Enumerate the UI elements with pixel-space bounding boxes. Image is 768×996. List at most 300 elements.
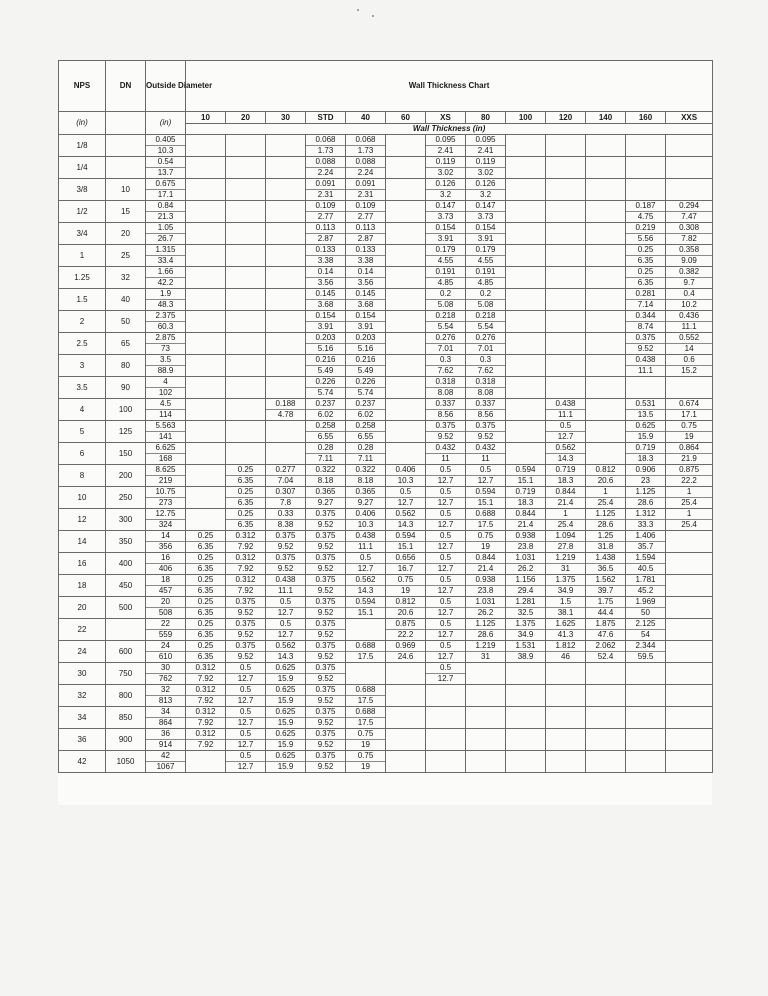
thickness-inch-value: 0.068 bbox=[346, 135, 385, 146]
dn-cell: 32 bbox=[106, 267, 146, 289]
thickness-cell bbox=[466, 311, 506, 333]
thickness-inch-value: 0.594 bbox=[346, 597, 385, 608]
dn-unit-empty bbox=[106, 112, 146, 135]
thickness-mm-value: 17.5 bbox=[357, 718, 374, 727]
thickness-mm-value: 28.6 bbox=[597, 520, 614, 529]
thickness-cell bbox=[266, 663, 306, 685]
thickness-cell bbox=[626, 509, 666, 531]
thickness-cell bbox=[226, 179, 266, 201]
thickness-cell bbox=[226, 685, 266, 707]
thickness-mm-value: 6.35 bbox=[197, 608, 214, 617]
thickness-mm-value: 7.92 bbox=[197, 718, 214, 727]
thickness-inch-value: 0.438 bbox=[266, 575, 305, 586]
thickness-inch-value: 0.188 bbox=[266, 399, 305, 410]
thickness-cell bbox=[506, 289, 546, 311]
thickness-mm-value: 7.92 bbox=[197, 740, 214, 749]
thickness-cell bbox=[466, 729, 506, 751]
thickness-mm-value: 12.7 bbox=[437, 630, 454, 639]
thickness-mm-value: 3.73 bbox=[477, 212, 494, 221]
thickness-cell bbox=[226, 333, 266, 355]
thickness-mm-value: 9.52 bbox=[237, 652, 254, 661]
thickness-mm-value: 45.2 bbox=[637, 586, 654, 595]
thickness-mm-value: 34.9 bbox=[557, 586, 574, 595]
od-cell bbox=[146, 355, 186, 377]
thickness-inch-value: 1.562 bbox=[586, 575, 625, 586]
thickness-mm-value: 38.9 bbox=[517, 652, 534, 661]
table-row bbox=[59, 597, 713, 619]
thickness-cell bbox=[506, 179, 546, 201]
thickness-mm-value: 9.52 bbox=[317, 586, 334, 595]
thickness-mm-value: 14 bbox=[684, 344, 694, 353]
od-mm-value: 10.3 bbox=[157, 146, 174, 155]
thickness-mm-value: 6.35 bbox=[197, 586, 214, 595]
thickness-cell bbox=[386, 399, 426, 421]
thickness-inch-value: 0.068 bbox=[306, 135, 345, 146]
thickness-inch-value: 0.375 bbox=[306, 531, 345, 542]
table-row bbox=[59, 553, 713, 575]
thickness-cell bbox=[586, 575, 626, 597]
thickness-mm-value: 9.52 bbox=[317, 696, 334, 705]
thickness-mm-value: 12.7 bbox=[437, 652, 454, 661]
thickness-cell bbox=[666, 487, 713, 509]
thickness-mm-value: 7.11 bbox=[358, 454, 373, 463]
thickness-inch-value: 0.203 bbox=[346, 333, 385, 344]
thickness-cell bbox=[266, 157, 306, 179]
thickness-mm-value: 6.35 bbox=[237, 520, 254, 529]
thickness-cell bbox=[226, 751, 266, 773]
thickness-cell bbox=[346, 707, 386, 729]
thickness-cell bbox=[266, 553, 306, 575]
thickness-mm-value: 19 bbox=[401, 586, 410, 595]
thickness-inch-value: 1 bbox=[666, 509, 712, 520]
thickness-inch-value: 0.375 bbox=[306, 663, 345, 674]
thickness-cell bbox=[386, 157, 426, 179]
thickness-mm-value: 8.74 bbox=[637, 322, 654, 331]
thickness-cell bbox=[186, 597, 226, 619]
schedule-header-80: 80 bbox=[466, 112, 506, 124]
thickness-cell bbox=[546, 201, 586, 223]
thickness-cell bbox=[346, 421, 386, 443]
od-cell bbox=[146, 245, 186, 267]
thickness-cell bbox=[506, 575, 546, 597]
thickness-inch-value: 1.781 bbox=[626, 575, 665, 586]
thickness-mm-value: 12.7 bbox=[397, 498, 414, 507]
thickness-inch-value: 0.75 bbox=[386, 575, 425, 586]
od-inch-value: 42 bbox=[146, 751, 185, 762]
thickness-cell bbox=[666, 443, 713, 465]
thickness-cell bbox=[186, 465, 226, 487]
thickness-mm-value: 9.52 bbox=[317, 520, 334, 529]
thickness-mm-value: 9.52 bbox=[277, 542, 294, 551]
thickness-inch-value: 2.062 bbox=[586, 641, 625, 652]
thickness-mm-value: 15.9 bbox=[277, 762, 294, 771]
thickness-cell bbox=[346, 509, 386, 531]
thickness-cell bbox=[386, 663, 426, 685]
thickness-mm-value: 19 bbox=[361, 740, 370, 749]
thickness-cell bbox=[386, 179, 426, 201]
nps-cell: 14 bbox=[59, 531, 106, 553]
thickness-mm-value: 2.87 bbox=[317, 234, 334, 243]
table-row bbox=[59, 289, 713, 311]
nps-cell: 5 bbox=[59, 421, 106, 443]
thickness-inch-value: 0.133 bbox=[346, 245, 385, 256]
thickness-mm-value: 12.7 bbox=[437, 498, 454, 507]
thickness-inch-value: 0.375 bbox=[306, 509, 345, 520]
thickness-inch-value: 0.218 bbox=[466, 311, 505, 322]
thickness-cell bbox=[346, 311, 386, 333]
thickness-cell bbox=[226, 597, 266, 619]
thickness-inch-value: 1.125 bbox=[626, 487, 665, 498]
thickness-inch-value: 1.094 bbox=[546, 531, 585, 542]
thickness-cell bbox=[466, 399, 506, 421]
thickness-cell bbox=[186, 289, 226, 311]
thickness-cell bbox=[266, 135, 306, 157]
thickness-cell bbox=[586, 509, 626, 531]
thickness-cell bbox=[626, 157, 666, 179]
thickness-mm-value: 9.52 bbox=[237, 630, 254, 639]
dn-cell: 40 bbox=[106, 289, 146, 311]
thickness-mm-value: 12.7 bbox=[237, 740, 254, 749]
thickness-mm-value: 7.92 bbox=[197, 696, 214, 705]
thickness-mm-value: 7.47 bbox=[681, 212, 697, 221]
thickness-cell bbox=[426, 685, 466, 707]
thickness-mm-value: 1.73 bbox=[357, 146, 374, 155]
od-inch-value: 0.675 bbox=[146, 179, 185, 190]
thickness-inch-value: 0.375 bbox=[306, 751, 345, 762]
thickness-mm-value: 12.7 bbox=[437, 476, 454, 485]
od-inch-value: 1.05 bbox=[146, 223, 185, 234]
thickness-mm-value: 8.38 bbox=[277, 520, 294, 529]
thickness-mm-value: 5.49 bbox=[357, 366, 374, 375]
thickness-cell bbox=[226, 487, 266, 509]
od-mm-value: 13.7 bbox=[157, 168, 174, 177]
thickness-mm-value: 6.35 bbox=[197, 564, 214, 573]
thickness-cell bbox=[546, 619, 586, 641]
thickness-mm-value: 59.5 bbox=[637, 652, 654, 661]
thickness-mm-value: 54 bbox=[641, 630, 650, 639]
thickness-inch-value: 0.179 bbox=[426, 245, 465, 256]
thickness-mm-value: 6.35 bbox=[637, 278, 654, 287]
thickness-inch-value: 0.562 bbox=[386, 509, 425, 520]
thickness-cell bbox=[426, 245, 466, 267]
thickness-cell bbox=[586, 641, 626, 663]
od-cell bbox=[146, 465, 186, 487]
nps-cell: 1.5 bbox=[59, 289, 106, 311]
od-cell bbox=[146, 201, 186, 223]
thickness-inch-value: 0.276 bbox=[426, 333, 465, 344]
thickness-cell bbox=[466, 333, 506, 355]
thickness-inch-value: 0.203 bbox=[306, 333, 345, 344]
thickness-cell bbox=[626, 751, 666, 773]
thickness-cell bbox=[626, 245, 666, 267]
thickness-mm-value: 12.7 bbox=[437, 520, 454, 529]
thickness-inch-value: 1 bbox=[586, 487, 625, 498]
thickness-cell bbox=[266, 641, 306, 663]
thickness-mm-value: 3.2 bbox=[439, 190, 452, 199]
thickness-inch-value: 0.594 bbox=[506, 465, 545, 476]
od-inch-value: 14 bbox=[146, 531, 185, 542]
nps-header: NPS bbox=[59, 61, 106, 112]
thickness-cell bbox=[626, 179, 666, 201]
thickness-inch-value: 0.375 bbox=[306, 597, 345, 608]
thickness-inch-value: 0.312 bbox=[186, 685, 225, 696]
od-cell bbox=[146, 619, 186, 641]
thickness-cell bbox=[546, 289, 586, 311]
thickness-cell bbox=[386, 685, 426, 707]
thickness-inch-value: 0.365 bbox=[306, 487, 345, 498]
thickness-cell bbox=[186, 399, 226, 421]
thickness-cell bbox=[426, 135, 466, 157]
thickness-mm-value: 9.52 bbox=[317, 630, 334, 639]
thickness-cell bbox=[306, 509, 346, 531]
thickness-cell bbox=[306, 289, 346, 311]
thickness-cell bbox=[186, 509, 226, 531]
thickness-inch-value: 0.938 bbox=[506, 531, 545, 542]
thickness-cell bbox=[626, 377, 666, 399]
thickness-inch-value: 0.531 bbox=[626, 399, 665, 410]
thickness-inch-value: 0.5 bbox=[226, 707, 265, 718]
table-row bbox=[59, 509, 713, 531]
thickness-cell bbox=[506, 751, 546, 773]
thickness-mm-value: 12.7 bbox=[437, 564, 454, 573]
thickness-mm-value: 11.1 bbox=[278, 586, 293, 595]
thickness-cell bbox=[466, 135, 506, 157]
thickness-cell bbox=[426, 179, 466, 201]
schedule-header-120: 120 bbox=[546, 112, 586, 124]
thickness-cell bbox=[546, 377, 586, 399]
schedule-header-xxs: XXS bbox=[666, 112, 713, 124]
thickness-cell bbox=[546, 311, 586, 333]
table-row bbox=[59, 421, 713, 443]
od-mm-value: 914 bbox=[158, 740, 173, 749]
od-mm-value: 168 bbox=[158, 454, 173, 463]
od-cell bbox=[146, 575, 186, 597]
thickness-cell bbox=[426, 597, 466, 619]
thickness-mm-value: 44.4 bbox=[597, 608, 614, 617]
thickness-cell bbox=[626, 399, 666, 421]
thickness-mm-value: 9.52 bbox=[317, 652, 334, 661]
thickness-cell bbox=[186, 575, 226, 597]
thickness-inch-value: 0.119 bbox=[426, 157, 465, 168]
thickness-cell bbox=[266, 421, 306, 443]
nps-cell: 34 bbox=[59, 707, 106, 729]
thickness-inch-value: 0.25 bbox=[186, 575, 225, 586]
thickness-cell bbox=[546, 751, 586, 773]
thickness-mm-value: 36.5 bbox=[597, 564, 614, 573]
thickness-cell bbox=[506, 135, 546, 157]
od-mm-value: 114 bbox=[159, 410, 172, 419]
thickness-inch-value: 0.113 bbox=[306, 223, 345, 234]
thickness-mm-value: 2.77 bbox=[317, 212, 334, 221]
thickness-inch-value: 0.33 bbox=[266, 509, 305, 520]
od-inch-value: 1.315 bbox=[146, 245, 185, 256]
thickness-mm-value: 7.62 bbox=[437, 366, 454, 375]
thickness-inch-value: 0.218 bbox=[426, 311, 465, 322]
thickness-cell bbox=[426, 333, 466, 355]
thickness-inch-value: 0.375 bbox=[226, 641, 265, 652]
thickness-mm-value: 28.6 bbox=[637, 498, 654, 507]
thickness-cell bbox=[506, 421, 546, 443]
thickness-mm-value: 12.7 bbox=[477, 476, 494, 485]
thickness-cell bbox=[426, 201, 466, 223]
thickness-cell bbox=[266, 399, 306, 421]
thickness-cell bbox=[546, 597, 586, 619]
thickness-cell bbox=[546, 179, 586, 201]
thickness-cell bbox=[266, 377, 306, 399]
thickness-mm-value: 5.54 bbox=[437, 322, 454, 331]
thickness-cell bbox=[626, 707, 666, 729]
thickness-cell bbox=[226, 267, 266, 289]
thickness-inch-value: 0.25 bbox=[186, 597, 225, 608]
thickness-cell bbox=[666, 751, 713, 773]
od-cell bbox=[146, 399, 186, 421]
od-cell bbox=[146, 179, 186, 201]
thickness-cell bbox=[306, 641, 346, 663]
nps-cell: 24 bbox=[59, 641, 106, 663]
thickness-cell bbox=[666, 245, 713, 267]
thickness-cell bbox=[386, 421, 426, 443]
thickness-mm-value: 6.02 bbox=[317, 410, 334, 419]
thickness-inch-value: 0.25 bbox=[226, 465, 265, 476]
thickness-inch-value: 0.375 bbox=[306, 641, 345, 652]
thickness-inch-value: 0.5 bbox=[226, 663, 265, 674]
thickness-inch-value: 0.088 bbox=[346, 157, 385, 168]
table-row bbox=[59, 399, 713, 421]
thickness-cell bbox=[626, 487, 666, 509]
od-cell bbox=[146, 377, 186, 399]
thickness-cell bbox=[186, 553, 226, 575]
thickness-cell bbox=[306, 575, 346, 597]
od-inch-value: 16 bbox=[146, 553, 185, 564]
thickness-cell bbox=[666, 201, 713, 223]
schedule-header-40: 40 bbox=[346, 112, 386, 124]
thickness-inch-value: 0.625 bbox=[266, 663, 305, 674]
thickness-inch-value: 0.5 bbox=[426, 663, 465, 674]
thickness-mm-value: 3.91 bbox=[437, 234, 454, 243]
thickness-mm-value: 41.3 bbox=[557, 630, 574, 639]
thickness-cell bbox=[586, 201, 626, 223]
od-cell bbox=[146, 751, 186, 773]
od-cell bbox=[146, 311, 186, 333]
thickness-cell bbox=[666, 509, 713, 531]
thickness-mm-value: 3.68 bbox=[357, 300, 374, 309]
od-cell bbox=[146, 729, 186, 751]
od-mm-value: 559 bbox=[158, 630, 173, 639]
thickness-mm-value: 15.1 bbox=[357, 608, 374, 617]
thickness-inch-value: 0.2 bbox=[466, 289, 505, 300]
thickness-cell bbox=[226, 531, 266, 553]
od-mm-value: 88.9 bbox=[157, 366, 174, 375]
thickness-cell bbox=[626, 355, 666, 377]
thickness-cell bbox=[306, 729, 346, 751]
thickness-inch-value: 2.344 bbox=[626, 641, 665, 652]
thickness-inch-value: 0.438 bbox=[546, 399, 585, 410]
thickness-cell bbox=[426, 223, 466, 245]
thickness-inch-value: 1.5 bbox=[546, 597, 585, 608]
thickness-inch-value: 0.133 bbox=[306, 245, 345, 256]
thickness-cell bbox=[506, 553, 546, 575]
thickness-inch-value: 0.688 bbox=[466, 509, 505, 520]
thickness-inch-value: 0.5 bbox=[266, 597, 305, 608]
thickness-cell bbox=[546, 157, 586, 179]
thickness-inch-value: 0.187 bbox=[626, 201, 665, 212]
scan-speck bbox=[372, 15, 374, 17]
thickness-inch-value: 0.625 bbox=[626, 421, 665, 432]
thickness-cell bbox=[346, 663, 386, 685]
thickness-mm-value: 18.3 bbox=[557, 476, 574, 485]
thickness-cell bbox=[506, 487, 546, 509]
od-unit: (in) bbox=[146, 112, 186, 135]
thickness-cell bbox=[626, 135, 666, 157]
thickness-cell bbox=[586, 245, 626, 267]
thickness-mm-value: 2.24 bbox=[317, 168, 334, 177]
thickness-cell bbox=[546, 355, 586, 377]
thickness-cell bbox=[346, 531, 386, 553]
thickness-mm-value: 25.4 bbox=[597, 498, 614, 507]
thickness-cell bbox=[506, 333, 546, 355]
od-inch-value: 2.875 bbox=[146, 333, 185, 344]
od-inch-value: 0.84 bbox=[146, 201, 185, 212]
dn-cell: 300 bbox=[106, 509, 146, 531]
thickness-mm-value: 9.52 bbox=[637, 344, 654, 353]
nps-cell: 3 bbox=[59, 355, 106, 377]
thickness-inch-value: 0.875 bbox=[666, 465, 712, 476]
od-inch-value: 3.5 bbox=[146, 355, 185, 366]
thickness-cell bbox=[506, 267, 546, 289]
thickness-cell bbox=[226, 355, 266, 377]
thickness-mm-value: 11.1 bbox=[681, 322, 697, 331]
thickness-mm-value: 12.7 bbox=[557, 432, 574, 441]
thickness-cell bbox=[546, 421, 586, 443]
thickness-mm-value: 5.16 bbox=[317, 344, 334, 353]
thickness-inch-value: 0.594 bbox=[466, 487, 505, 498]
thickness-cell bbox=[386, 619, 426, 641]
thickness-cell bbox=[586, 421, 626, 443]
dn-cell: 80 bbox=[106, 355, 146, 377]
thickness-cell bbox=[186, 311, 226, 333]
thickness-mm-value: 38.1 bbox=[557, 608, 574, 617]
thickness-inch-value: 0.2 bbox=[426, 289, 465, 300]
od-inch-value: 1.66 bbox=[146, 267, 185, 278]
thickness-mm-value: 12.7 bbox=[277, 630, 294, 639]
thickness-inch-value: 0.812 bbox=[386, 597, 425, 608]
schedule-header-60: 60 bbox=[386, 112, 426, 124]
od-cell bbox=[146, 333, 186, 355]
nps-cell: 1/2 bbox=[59, 201, 106, 223]
thickness-cell bbox=[226, 465, 266, 487]
thickness-mm-value: 7.92 bbox=[237, 542, 254, 551]
thickness-mm-value: 22.2 bbox=[397, 630, 414, 639]
thickness-cell bbox=[266, 575, 306, 597]
table-row bbox=[59, 751, 713, 773]
thickness-cell bbox=[546, 245, 586, 267]
thickness-cell bbox=[266, 597, 306, 619]
thickness-cell bbox=[266, 289, 306, 311]
schedule-header-30: 30 bbox=[266, 112, 306, 124]
thickness-cell bbox=[386, 355, 426, 377]
thickness-inch-value: 0.25 bbox=[226, 487, 265, 498]
thickness-cell bbox=[386, 245, 426, 267]
thickness-inch-value: 0.147 bbox=[466, 201, 505, 212]
thickness-cell bbox=[226, 663, 266, 685]
thickness-cell bbox=[266, 619, 306, 641]
od-mm-value: 864 bbox=[158, 718, 173, 727]
thickness-inch-value: 0.625 bbox=[266, 685, 305, 696]
thickness-cell bbox=[546, 729, 586, 751]
thickness-mm-value: 12.7 bbox=[237, 674, 254, 683]
outside-diameter-header: Outside Diameter bbox=[146, 61, 186, 112]
dn-cell: 600 bbox=[106, 641, 146, 663]
